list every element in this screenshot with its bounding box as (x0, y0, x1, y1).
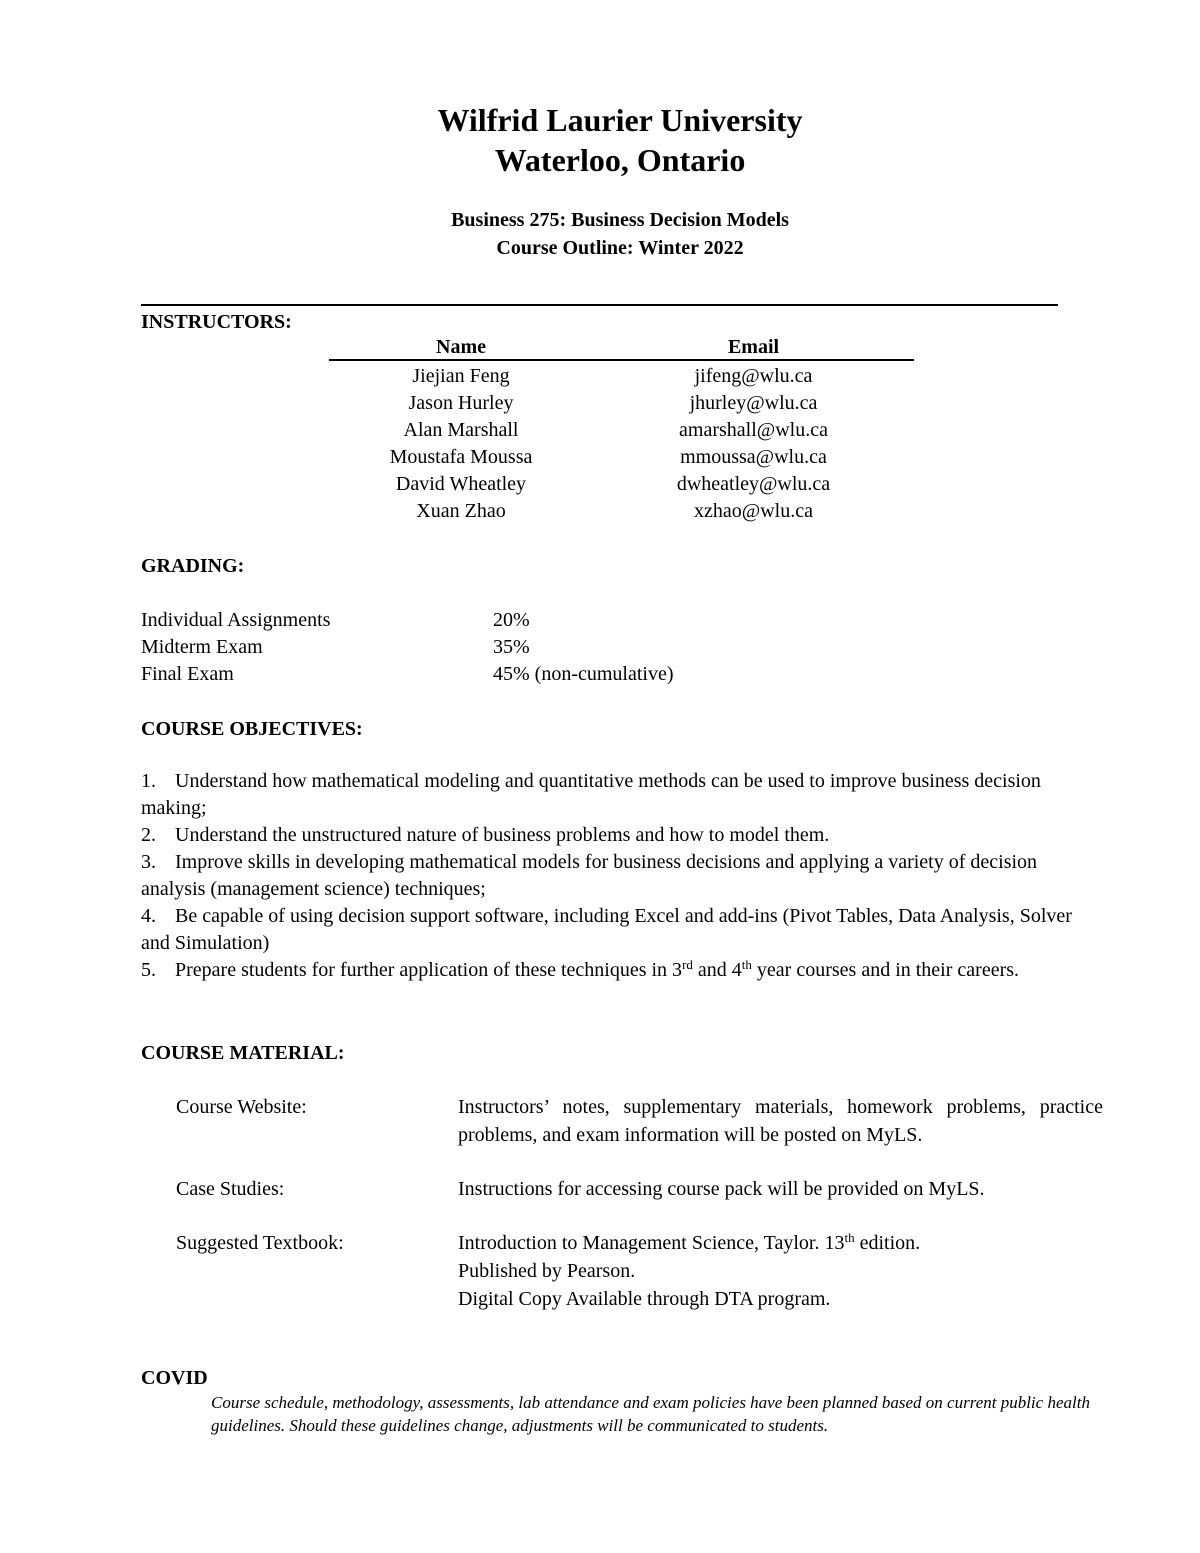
instructors-table-header (329, 335, 914, 361)
textbook-line (458, 1229, 1103, 1257)
objectives-heading: COURSE OBJECTIVES: (141, 718, 363, 740)
textbook-label: Suggested Textbook: (176, 1232, 344, 1254)
grading-label: Midterm Exam (141, 636, 263, 658)
grading-row (141, 607, 530, 634)
textbook-publisher: Published by Pearson. (458, 1260, 636, 1282)
objective-number: 4. (141, 905, 156, 927)
objective-text: Understand the unstructured nature of business problems and how to model them. (175, 824, 830, 846)
objective-item (141, 768, 1101, 822)
university-title: Wilfrid Laurier University (437, 102, 803, 138)
objective-text: Improve skills in developing mathematical models for business decisions and applying a variety of decision analysis (management science) techniques; (141, 851, 1038, 900)
course-title: Business 275: Business Decision Models (451, 209, 789, 231)
ordinal-suffix: rd (682, 957, 693, 972)
column-header-email: Email (727, 336, 780, 358)
case-studies-text: Instructions for accessing course pack will be provided on MyLS. (458, 1178, 985, 1200)
objective-item (141, 903, 1101, 957)
instructors-table (329, 335, 914, 525)
grading-value: 20% (493, 609, 530, 631)
outline-title: Course Outline: Winter 2022 (496, 237, 744, 259)
textbook-text (458, 1229, 1103, 1313)
objectives-list (141, 768, 1101, 984)
ordinal-suffix: th (741, 957, 752, 972)
textbook-availability: Digital Copy Available through DTA program. (458, 1288, 831, 1310)
covid-heading: COVID (141, 1367, 208, 1389)
table-row (329, 417, 914, 444)
objective-number: 3. (141, 851, 156, 873)
website-text: Instructors’ notes, supplementary materials, homework problems, practice problems, and exam information will be posted on MyLS. (458, 1096, 1103, 1146)
objective-text: Understand how mathematical modeling and quantitative methods can be used to improve business decision making; (141, 770, 1041, 819)
instructor-email: jhurley@wlu.ca (689, 392, 818, 414)
grading-row (141, 634, 530, 661)
textbook-title: Introduction to Management Science, Taylor. 13 (458, 1232, 845, 1254)
objective-number: 2. (141, 824, 156, 846)
material-heading: COURSE MATERIAL: (141, 1042, 345, 1064)
grading-value: 35% (493, 636, 530, 658)
instructor-name: Jiejian Feng (412, 365, 510, 387)
objective-number: 5. (141, 959, 156, 981)
instructor-name: Moustafa Moussa (389, 446, 533, 468)
header-divider (141, 304, 1058, 306)
table-row (329, 471, 914, 498)
grading-value: 45% (non-cumulative) (493, 663, 674, 685)
instructor-email: xzhao@wlu.ca (694, 500, 813, 522)
instructor-name: Xuan Zhao (416, 500, 506, 522)
table-row (329, 444, 914, 471)
objective-text: Be capable of using decision support software, including Excel and add-ins (Pivot Tables, Data Analysis, Solver and Simulation) (141, 905, 1072, 954)
grading-heading: GRADING: (141, 555, 245, 577)
table-row (329, 363, 914, 390)
objective-item (141, 957, 1101, 984)
objective-text-part: Prepare students for further application of these techniques in 3 (175, 959, 683, 981)
grading-label: Final Exam (141, 663, 234, 685)
website-label: Course Website: (176, 1096, 307, 1118)
instructor-email: dwheatley@wlu.ca (676, 473, 831, 495)
table-row (329, 390, 914, 417)
instructor-email: mmoussa@wlu.ca (680, 446, 827, 468)
case-studies-label: Case Studies: (176, 1178, 285, 1200)
instructor-email: amarshall@wlu.ca (679, 419, 828, 441)
objective-text-part: and 4 (692, 959, 742, 981)
instructor-name: Jason Hurley (408, 392, 514, 414)
instructors-table-body (329, 361, 914, 525)
instructor-email: jifeng@wlu.ca (694, 365, 813, 387)
objective-item (141, 849, 1101, 903)
column-header-name: Name (436, 336, 486, 358)
grading-row (141, 661, 674, 688)
table-row (329, 498, 914, 525)
objective-text-part: year courses and in their careers. (751, 959, 1020, 981)
instructor-name: Alan Marshall (403, 419, 519, 441)
objective-number: 1. (141, 770, 156, 792)
instructor-name: David Wheatley (395, 473, 527, 495)
instructors-heading: INSTRUCTORS: (141, 311, 292, 333)
objective-item (141, 822, 1101, 849)
location-title: Waterloo, Ontario (494, 142, 746, 178)
covid-text: Course schedule, methodology, assessments, lab attendance and exam policies have been planned based on current public health guidelines. Should these guidelines change, adjustments will be communicated to students. (211, 1393, 1090, 1435)
ordinal-suffix: th (844, 1230, 855, 1245)
grading-label: Individual Assignments (141, 609, 331, 631)
textbook-edition: edition. (854, 1232, 921, 1254)
